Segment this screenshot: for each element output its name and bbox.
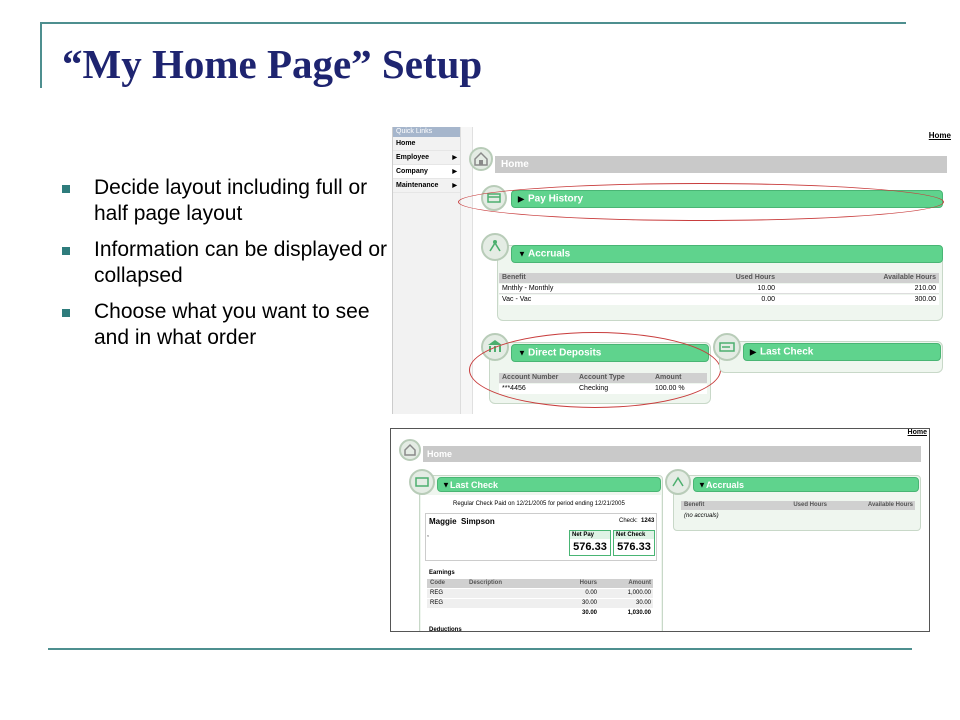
last-check-section-bar[interactable] (437, 477, 661, 492)
accruals-section-bar[interactable] (693, 477, 919, 492)
col-amount: Amount (655, 374, 682, 381)
home-icon (469, 147, 493, 171)
net-check-box (613, 530, 655, 556)
check-icon (409, 469, 435, 495)
net-pay-box (569, 530, 611, 556)
bullet-square-icon (62, 309, 70, 317)
earnings-total-amount: 1,030.00 (627, 610, 651, 616)
accruals-icon (665, 469, 691, 495)
frame-top-rule (40, 22, 906, 24)
home-header-bar: Home (495, 156, 947, 173)
col-used-hours: Used Hours (735, 274, 775, 281)
home-page-screenshot-half (390, 428, 930, 632)
bullet-text: Choose what you want to see and in what order (94, 300, 370, 349)
check-icon (713, 333, 741, 361)
accruals-icon (481, 233, 509, 261)
last-check-title: Last Check (450, 479, 499, 490)
bullet-list (62, 175, 392, 361)
col-account-number: Account Number (502, 374, 559, 381)
arrow-right-icon: ▶ (452, 169, 457, 175)
col-benefit: Benefit (684, 502, 705, 508)
frame-left-rule (40, 22, 42, 88)
highlight-oval-pay-history (458, 183, 944, 221)
earning-amount: 30.00 (635, 600, 651, 606)
accrual-benefit: Mnthly - Monthly (502, 285, 554, 292)
account-number: ***4456 (502, 385, 526, 392)
col-hours: Hours (579, 580, 597, 586)
accrual-available: 210.00 (914, 285, 936, 292)
collapse-arrow-icon[interactable]: ▼ (518, 249, 526, 259)
accruals-section-bar[interactable] (511, 245, 943, 263)
bullet-text: Information can be displayed or collapsed (94, 238, 388, 287)
accrual-used: 10.00 (757, 285, 775, 292)
net-pay-value: 576.33 (573, 541, 607, 553)
earning-code: REG (430, 600, 444, 606)
earning-code: REG (430, 590, 444, 596)
accrual-available: 300.00 (914, 296, 936, 303)
home-link[interactable]: Home (928, 131, 951, 140)
accruals-title: Accruals (706, 479, 745, 490)
home-page-screenshot-full (392, 127, 953, 414)
quick-link-employee[interactable]: Employee ▶ (393, 151, 460, 165)
collapse-arrow-icon[interactable]: ▼ (698, 480, 706, 489)
net-pay-label: Net Pay (570, 531, 610, 539)
home-link[interactable]: Home (907, 429, 927, 436)
bullet-square-icon (62, 185, 70, 193)
quick-link-company[interactable]: Company ▶ (393, 165, 460, 179)
col-available-hours: Available Hours (867, 502, 913, 508)
last-check-title: Last Check (760, 346, 814, 358)
check-number: 1243 (641, 518, 655, 524)
arrow-right-icon: ▶ (452, 183, 457, 189)
earning-hours: 0.00 (585, 590, 597, 596)
earning-amount: 1,000.00 (627, 590, 651, 596)
col-benefit: Benefit (502, 274, 526, 281)
last-check-section-bar[interactable] (743, 343, 941, 361)
col-available-hours: Available Hours (883, 274, 936, 281)
highlight-oval-direct-deposits (469, 332, 721, 408)
quick-link-maintenance[interactable]: Maintenance ▶ (393, 179, 460, 193)
no-accruals-text: (no accruals) (684, 513, 719, 519)
pay-history-title: Pay History (528, 193, 584, 205)
check-paid-line: Regular Check Paid on 12/21/2005 for period ending 12/21/2005 (453, 501, 625, 507)
slide-title: “My Home Page” Setup (62, 41, 483, 87)
col-amount: Amount (628, 580, 651, 586)
home-icon (399, 439, 421, 461)
accruals-table (681, 501, 915, 525)
net-check-value: 576.33 (617, 541, 651, 553)
net-check-label: Net Check (614, 531, 654, 539)
home-header-bar: Home (423, 446, 921, 462)
check-label: Check: (619, 518, 638, 524)
col-account-type: Account Type (579, 374, 625, 381)
employee-name: Maggie Simpson (429, 517, 495, 526)
col-description: Description (469, 580, 503, 586)
direct-deposits-title: Direct Deposits (528, 347, 602, 359)
bullet-item (62, 299, 392, 351)
frame-bottom-rule (48, 648, 912, 650)
collapse-arrow-icon[interactable]: ▼ (518, 348, 526, 358)
bullet-item (62, 237, 392, 289)
accrual-benefit: Vac - Vac (502, 296, 532, 303)
quick-links-title: Quick Links (393, 127, 460, 137)
account-amount: 100.00 % (655, 385, 685, 392)
earning-hours: 30.00 (581, 600, 597, 606)
arrow-right-icon: ▶ (452, 155, 457, 161)
deductions-label: Deductions (429, 627, 462, 632)
collapse-arrow-icon[interactable]: ▼ (442, 480, 450, 489)
bullet-item (62, 175, 392, 227)
col-code: Code (430, 580, 445, 586)
expand-arrow-icon[interactable]: ▶ (518, 194, 525, 204)
accrual-used: 0.00 (761, 296, 775, 303)
name-comma: , (427, 531, 429, 538)
bullet-square-icon (62, 247, 70, 255)
expand-arrow-icon[interactable]: ▶ (750, 347, 757, 357)
earnings-total-hours: 30.00 (581, 610, 597, 616)
quick-link-home[interactable]: Home (393, 137, 460, 151)
accruals-table (499, 273, 939, 313)
earnings-table (427, 579, 653, 623)
accruals-title: Accruals (528, 248, 571, 260)
quick-links-panel (393, 127, 461, 414)
col-used-hours: Used Hours (793, 502, 827, 508)
earnings-label: Earnings (429, 570, 455, 576)
bullet-text: Decide layout including full or half page layout (94, 176, 368, 225)
account-type: Checking (579, 385, 609, 392)
